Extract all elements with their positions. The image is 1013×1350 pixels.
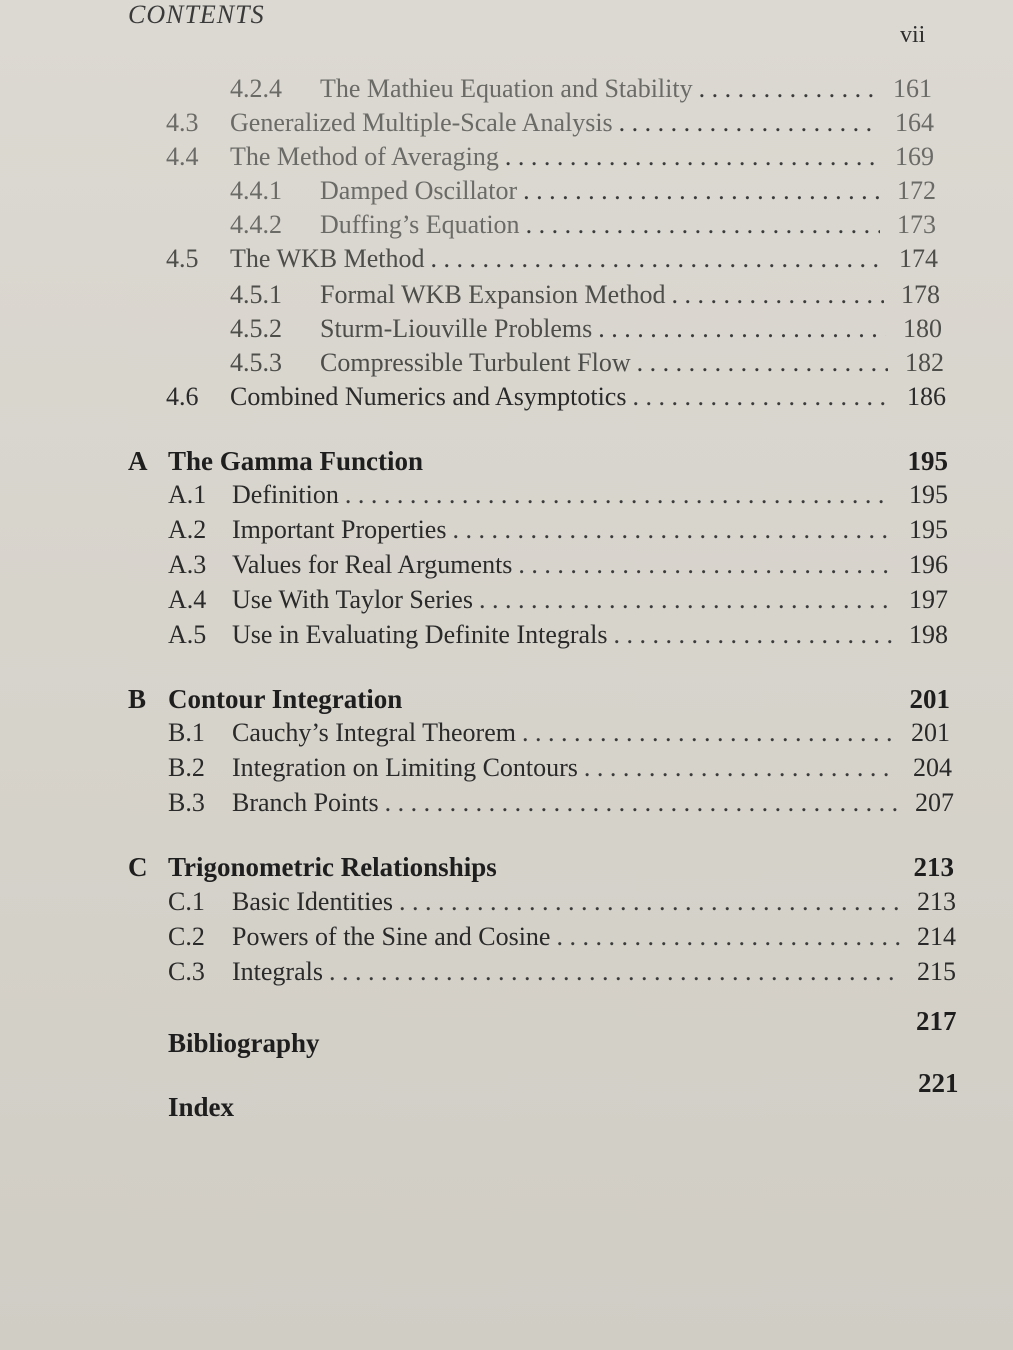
entry-title: Sturm-Liouville Problems [320, 314, 593, 343]
entry-number: 4.5.1 [230, 280, 282, 309]
index-page: 221 [918, 1068, 959, 1098]
page-number: vii [900, 22, 926, 48]
appendix-letter: B [128, 684, 147, 714]
appendix-page: 201 [909, 684, 950, 714]
toc-entry-a-2 [168, 515, 948, 545]
entry-title: Integration on Limiting Contours [232, 753, 578, 782]
entry-page: 195 [909, 515, 948, 544]
entry-number: C.3 [168, 957, 205, 986]
dot-leader [431, 244, 883, 274]
dot-leader [452, 515, 892, 545]
toc-entry-4-5-3 [230, 348, 944, 378]
entry-number: 4.4.2 [230, 210, 282, 239]
entry-page: 182 [905, 348, 944, 377]
dot-leader [399, 887, 900, 917]
running-head: CONTENTS [128, 0, 265, 29]
entry-title: Use With Taylor Series [232, 585, 473, 614]
entry-number: A.2 [168, 515, 207, 544]
entry-page: 169 [895, 142, 934, 171]
entry-page: 201 [911, 718, 950, 747]
dot-leader [523, 176, 880, 206]
entry-number: B.2 [168, 753, 205, 782]
toc-entry-a-4 [168, 585, 948, 615]
entry-title: Powers of the Sine and Cosine [232, 922, 551, 951]
dot-leader [385, 788, 898, 818]
entry-title: Compressible Turbulent Flow [320, 348, 631, 377]
appendix-a-heading [128, 446, 948, 477]
dot-leader [598, 314, 886, 344]
appendix-title: Contour Integration [168, 684, 403, 714]
entry-number: 4.4.1 [230, 176, 282, 205]
toc-entry-4-5-1 [230, 280, 940, 310]
toc-entry-4-5-2 [230, 314, 942, 344]
dot-leader [613, 620, 892, 650]
toc-entry-b-3 [168, 788, 954, 818]
entry-number: B.1 [168, 718, 205, 747]
dot-leader [522, 718, 894, 748]
dot-leader [699, 74, 876, 104]
entry-page: 195 [909, 480, 948, 509]
dot-leader [632, 382, 890, 412]
appendix-page: 195 [907, 446, 948, 476]
entry-title: The Method of Averaging [230, 142, 499, 171]
entry-number: 4.2.4 [230, 74, 282, 103]
entry-title: Integrals [232, 957, 323, 986]
dot-leader [556, 922, 900, 952]
appendix-title: Trigonometric Relationships [168, 852, 497, 882]
entry-number: 4.5 [166, 244, 199, 273]
entry-page: 180 [903, 314, 942, 343]
entry-number: 4.3 [166, 108, 199, 137]
toc-entry-b-2 [168, 753, 952, 783]
entry-number: C.1 [168, 887, 205, 916]
toc-entry-a-3 [168, 550, 948, 580]
entry-title: The Mathieu Equation and Stability [320, 74, 693, 103]
entry-page: 213 [917, 887, 956, 916]
entry-page: 164 [895, 108, 934, 137]
entry-title: Basic Identities [232, 887, 394, 916]
toc-entry-c-2 [168, 922, 956, 952]
entry-page: 197 [909, 585, 948, 614]
entry-page: 186 [907, 382, 946, 411]
entry-number: 4.5.3 [230, 348, 282, 377]
appendix-letter: A [128, 446, 148, 476]
entry-number: 4.6 [166, 382, 199, 411]
entry-page: 178 [901, 280, 940, 309]
entry-title: Use in Evaluating Definite Integrals [232, 620, 608, 649]
entry-page: 214 [917, 922, 956, 951]
entry-page: 207 [915, 788, 954, 817]
toc-entry-b-1 [168, 718, 950, 748]
entry-page: 196 [909, 550, 948, 579]
bibliography-title: Bibliography [168, 1028, 320, 1058]
dot-leader [345, 480, 892, 510]
entry-page: 198 [909, 620, 948, 649]
entry-title: Branch Points [232, 788, 379, 817]
entry-page: 204 [913, 753, 952, 782]
bibliography-page: 217 [916, 1006, 957, 1036]
entry-title: Damped Oscillator [320, 176, 518, 205]
entry-page: 172 [897, 176, 936, 205]
entry-title: Generalized Multiple-Scale Analysis [230, 108, 613, 137]
toc-entry-a-1 [168, 480, 948, 510]
entry-title: Formal WKB Expansion Method [320, 280, 666, 309]
entry-number: C.2 [168, 922, 205, 951]
dot-leader [526, 210, 880, 240]
dot-leader [637, 348, 888, 378]
entry-page: 215 [917, 957, 956, 986]
toc-entry-a-5 [168, 620, 948, 650]
entry-page: 173 [897, 210, 936, 239]
dot-leader [518, 550, 892, 580]
dot-leader [619, 108, 878, 138]
entry-number: A.1 [168, 480, 207, 509]
entry-title: Definition [232, 480, 339, 509]
toc-entry-4-3 [166, 108, 934, 138]
toc-entry-4-4-2 [230, 210, 936, 240]
entry-number: 4.4 [166, 142, 199, 171]
dot-leader [584, 753, 896, 783]
entry-page: 174 [899, 244, 938, 273]
entry-number: A.4 [168, 585, 207, 614]
entry-title: Cauchy’s Integral Theorem [232, 718, 516, 747]
appendix-b-heading [128, 684, 950, 715]
entry-page: 161 [893, 74, 932, 103]
appendix-page: 213 [913, 852, 954, 882]
appendix-c-heading [128, 852, 954, 883]
toc-entry-4-4 [166, 142, 934, 172]
toc-entry-c-3 [168, 957, 956, 987]
toc-entry-4-5 [166, 244, 938, 274]
toc-entry-4-2-4 [230, 74, 932, 104]
appendix-title: The Gamma Function [168, 446, 424, 476]
entry-title: Combined Numerics and Asymptotics [230, 382, 627, 411]
toc-entry-4-4-1 [230, 176, 936, 206]
toc-entry-4-6 [166, 382, 946, 412]
toc-entry-c-1 [168, 887, 956, 917]
entry-title: Duffing’s Equation [320, 210, 520, 239]
entry-number: A.5 [168, 620, 207, 649]
appendix-letter: C [128, 852, 148, 882]
dot-leader [505, 142, 878, 172]
entry-title: The WKB Method [230, 244, 425, 273]
dot-leader [479, 585, 892, 615]
entry-number: A.3 [168, 550, 207, 579]
entry-title: Values for Real Arguments [232, 550, 513, 579]
dot-leader [671, 280, 884, 310]
index-title: Index [168, 1092, 235, 1122]
entry-number: 4.5.2 [230, 314, 282, 343]
dot-leader [329, 957, 900, 987]
entry-title: Important Properties [232, 515, 447, 544]
entry-number: B.3 [168, 788, 205, 817]
